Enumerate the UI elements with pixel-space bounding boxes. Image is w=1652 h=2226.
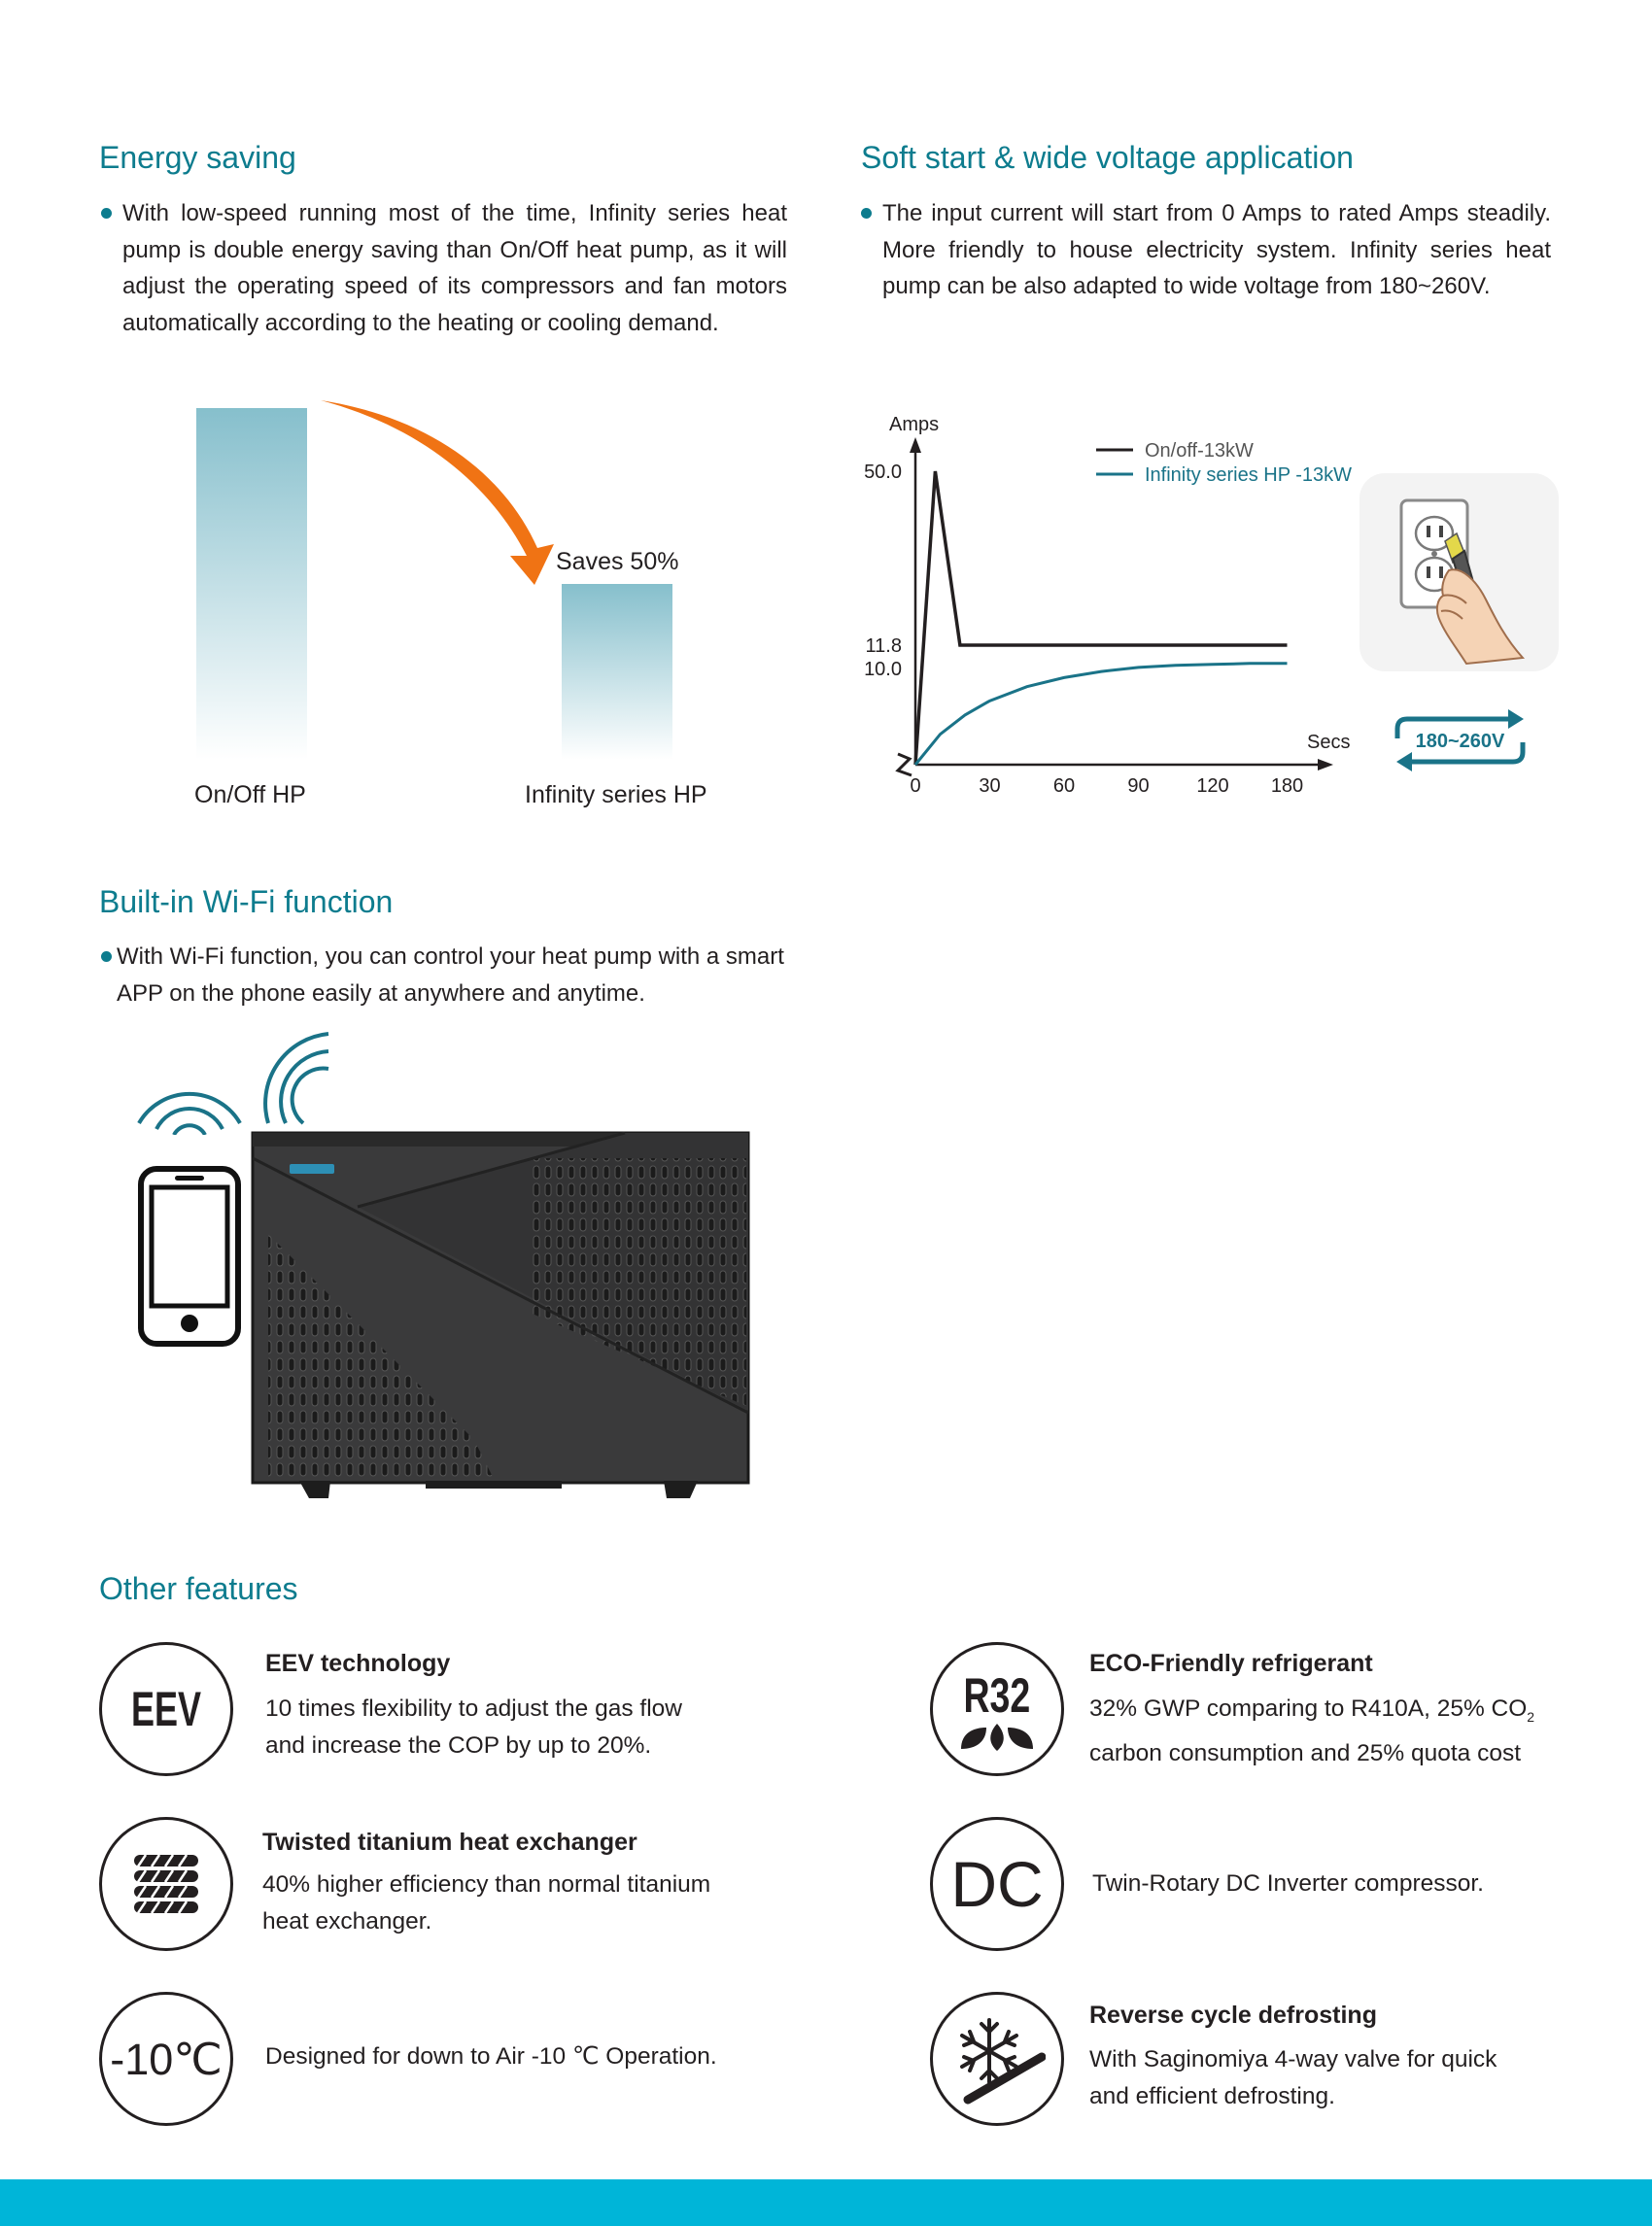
- chart-legend: [1096, 440, 1352, 486]
- x-tick-label: 30: [979, 775, 1001, 797]
- wifi-signal-icon: [260, 1030, 338, 1127]
- other-features-heading: Other features: [99, 1571, 298, 1606]
- x-tick-label: 0: [910, 775, 921, 797]
- low-temperature-text: Designed for down to Air -10 ℃ Operation.: [265, 2043, 717, 2070]
- dc-icon: DC: [930, 1817, 1064, 1951]
- energy-bar-graphic: [175, 389, 729, 772]
- y-axis-label: Amps: [889, 414, 940, 435]
- y-tick-label: 11.8: [865, 635, 902, 657]
- energy-saving-text: With low-speed running most of the time, Infinity series heat pump is double energy saving than On/Off heat pump, as it will adjust the operating speed of its compressors and fan motors automatically according to the heating or cooling demand.: [122, 200, 787, 336]
- power-plug-illustration: [1359, 473, 1559, 671]
- x-axis-arrow-icon: [1318, 759, 1333, 771]
- on-off-hp-label: On/Off HP: [194, 781, 306, 808]
- axis-break-icon: [898, 754, 912, 775]
- bullet-dot-icon: [861, 208, 872, 219]
- y-axis-arrow-icon: [910, 437, 921, 453]
- brand-logo-icon: [290, 1164, 334, 1174]
- series-line-on-off: [915, 471, 1288, 765]
- legend-label: Infinity series HP -13kW: [1145, 464, 1353, 486]
- r32-icon: R32: [930, 1642, 1064, 1776]
- energy-saving-heading: Energy saving: [99, 140, 296, 175]
- eev-text: 10 times flexibility to adjust the gas flow and increase the COP by up to 20%.: [265, 1695, 682, 1759]
- heat-pump-unit-image: [251, 1129, 751, 1498]
- y-tick-label: 50.0: [864, 462, 902, 483]
- smartphone-icon: [138, 1166, 241, 1347]
- y-tick-labels: [864, 462, 902, 680]
- x-tick-labels: [910, 775, 1303, 797]
- saves-arrow-icon: [321, 400, 554, 585]
- twisted-titanium-icon: [99, 1817, 233, 1951]
- wifi-text: With Wi-Fi function, you can control your heat pump with a smart APP on the phone easily at anywhere and anytime.: [117, 943, 784, 1007]
- wifi-bullet: [101, 939, 801, 1011]
- leaves-icon: [953, 1720, 1041, 1755]
- snowflake-icon: [948, 2010, 1046, 2107]
- eev-icon: EEV: [99, 1642, 233, 1776]
- legend-label: On/off-13kW: [1145, 440, 1254, 462]
- series-line-infinity: [915, 664, 1288, 765]
- r32-text: 32% GWP comparing to R410A, 25% $CO_2$ carbon consumption and 25% quota cost: [1089, 1695, 1535, 1766]
- eev-title: EEV technology: [265, 1650, 451, 1677]
- x-axis-label: Secs: [1307, 732, 1351, 753]
- infinity-series-hp-bar: [562, 584, 672, 760]
- wifi-signal-icon: [131, 1028, 248, 1135]
- dc-text: Twin-Rotary DC Inverter compressor.: [1092, 1870, 1484, 1897]
- saves-label: Saves 50%: [556, 548, 679, 575]
- series-lines: [915, 471, 1288, 765]
- bullet-dot-icon: [101, 208, 112, 219]
- twisted-titanium-text: 40% higher efficiency than normal titanium heat exchanger.: [262, 1871, 711, 1935]
- infinity-series-hp-label: Infinity series HP: [525, 781, 707, 808]
- y-tick-label: 10.0: [864, 658, 902, 680]
- on-off-hp-bar: [196, 408, 307, 760]
- r32-title: ECO-Friendly refrigerant: [1089, 1650, 1373, 1677]
- wifi-heading: Built-in Wi-Fi function: [99, 884, 394, 919]
- defrost-text: With Saginomiya 4-way valve for quick and efficient defrosting.: [1089, 2046, 1497, 2109]
- soft-start-text: The input current will start from 0 Amps to rated Amps steadily. More friendly to house electricity system. Infinity series heat pump can be also adapted to wide voltage from 180~260V.: [882, 200, 1551, 299]
- bullet-dot-icon: [101, 951, 112, 962]
- footer-bar: [0, 2179, 1652, 2226]
- amps-chart: [855, 398, 1380, 806]
- power-outlet-icon: [1359, 473, 1559, 671]
- chart-axes: [898, 437, 1333, 775]
- defrost-title: Reverse cycle defrosting: [1089, 2002, 1377, 2029]
- defrost-icon: [930, 1992, 1064, 2126]
- x-tick-label: 120: [1196, 775, 1229, 797]
- x-tick-label: 60: [1052, 775, 1076, 797]
- x-tick-label: 180: [1270, 775, 1304, 797]
- twisted-titanium-title: Twisted titanium heat exchanger: [262, 1829, 637, 1856]
- voltage-range-label: 180~260V: [1415, 731, 1505, 752]
- twisted-coil-icon: [132, 1853, 200, 1915]
- energy-saving-bullet: [101, 195, 787, 341]
- minus-10-celsius-icon: -10℃: [99, 1992, 233, 2126]
- x-tick-label: 90: [1127, 775, 1150, 797]
- soft-start-heading: Soft start & wide voltage application: [861, 140, 1354, 175]
- soft-start-bullet: [861, 195, 1551, 305]
